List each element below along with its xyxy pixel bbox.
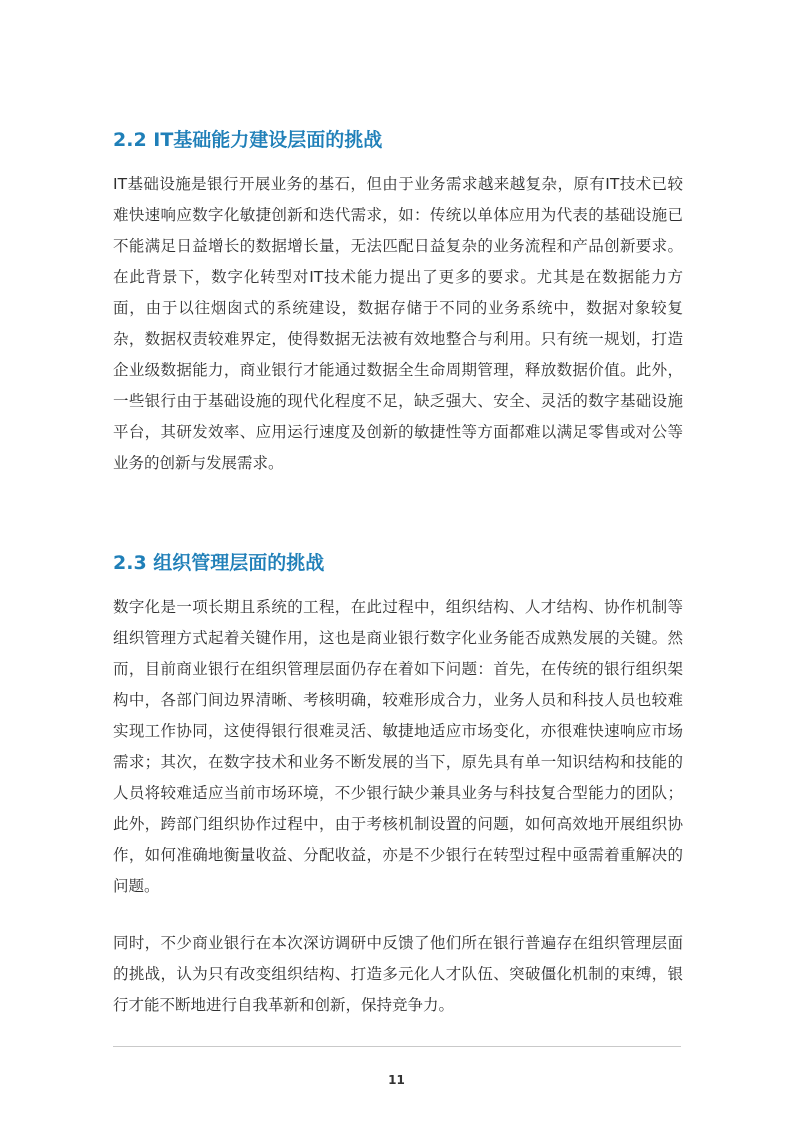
page-number: 11 — [388, 1073, 405, 1087]
section-heading-2-2: 2.2 IT基础能力建设层面的挑战 — [113, 129, 383, 151]
footer-divider — [113, 1046, 681, 1047]
section-heading-2-3: 2.3 组织管理层面的挑战 — [113, 552, 325, 574]
section-2-2-paragraph-1: IT基础设施是银行开展业务的基石，但由于业务需求越来越复杂，原有IT技术已较难快速响应数字化敏捷创新和迭代需求，如：传统以单体应用为代表的基础设施已不能满足日益增长的数据增长量，无法匹配日益复杂的业务流程和产品创新要求。在此背景下，数字化转型对IT技术能力提出了更多的要求。尤其是在数据能力方面，由于以往烟囱式的系统建设，数据存储于不同的业务系统中，数据对象较复杂，数据权责较难界定，使得数据无法被有效地整合与利用。只有统一规划，打造企业级数据能力，商业银行才能通过数据全生命周期管理，释放数据价值。此外，一些银行由于基础设施的现代化程度不足，缺乏强大、安全、灵活的数字基础设施平台，其研发效率、应用运行速度及创新的敏捷性等方面都难以满足零售或对公等业务的创新与发展需求。 — [113, 175, 683, 472]
section-2-3-paragraph-2: 同时，不少商业银行在本次深访调研中反馈了他们所在银行普遍存在组织管理层面的挑战，认为只有改变组织结构、打造多元化人才队伍、突破僵化机制的束缚，银行才能不断地进行自我革新和创新，保持竞争力。 — [113, 934, 683, 1014]
section-2-3-paragraph-1: 数字化是一项长期且系统的工程，在此过程中，组织结构、人才结构、协作机制等组织管理方式起着关键作用，这也是商业银行数字化业务能否成熟发展的关键。然而，目前商业银行在组织管理层面仍存在着如下问题：首先，在传统的银行组织架构中，各部门间边界清晰、考核明确，较难形成合力，业务人员和科技人员也较难实现工作协同，这使得银行很难灵活、敏捷地适应市场变化，亦很难快速响应市场需求；其次，在数字技术和业务不断发展的当下，原先具有单一知识结构和技能的人员将较难适应当前市场环境，不少银行缺少兼具业务与科技复合型能力的团队；此外，跨部门组织协作过程中，由于考核机制设置的问题，如何高效地开展组织协作，如何准确地衡量收益、分配收益，亦是不少银行在转型过程中亟需着重解决的问题。 — [113, 598, 683, 895]
